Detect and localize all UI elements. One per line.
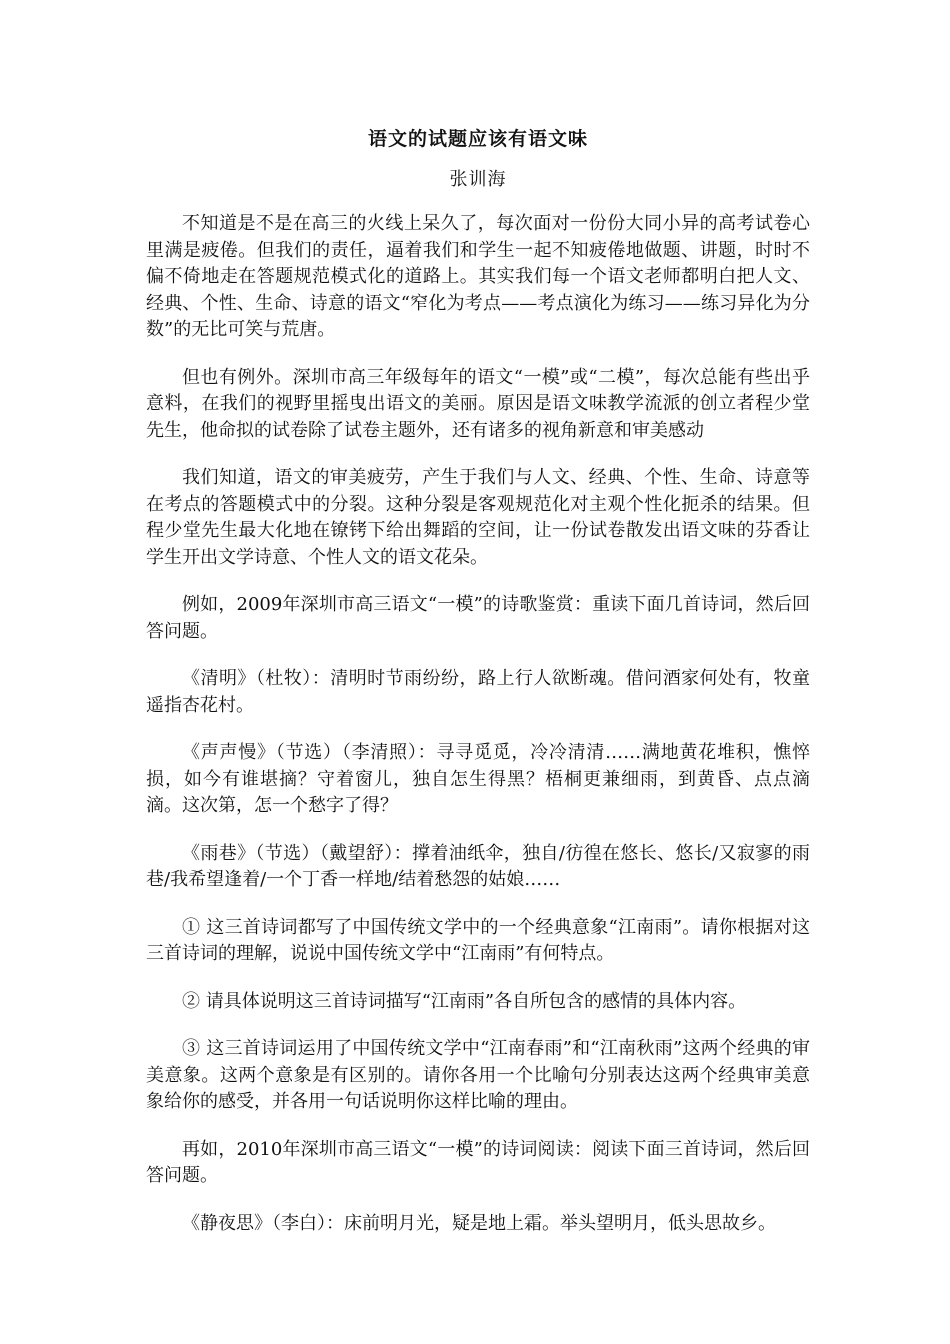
question-2: ② 请具体说明这三首诗词描写“江南雨”各自所包含的感情的具体内容。 (182, 990, 747, 1012)
poem-yuxiang: 《雨巷》（节选）（戴望舒）：撑着油纸伞，独自/彷徨在悠长、悠长/又寂寥的雨巷/我希望逢着/一个丁香一样地/结着愁怨的姑娘…… (146, 842, 810, 890)
document-body (146, 125, 810, 1258)
poem-jingyesi: 《静夜思》（李白）：床前明月光，疑是地上霜。举头望明月，低头思故乡。 (182, 1212, 776, 1234)
poem-qingming: 《清明》（杜牧）：清明时节雨纷纷，路上行人欲断魂。借问酒家何处有，牧童遥指杏花村。 (146, 668, 810, 716)
paragraph-exception: 但也有例外。深圳市高三年级每年的语文“一模”或“二模”，每次总能有些出乎意料，在我们的视野里摇曳出语文的美丽。原因是语文味教学流派的创立者程少堂先生，他命拟的试卷除了试卷主题外，还有诸多的视角新意和审美感动 (146, 366, 810, 441)
paragraph-aesthetic: 我们知道，语文的审美疲劳，产生于我们与人文、经典、个性、生命、诗意等在考点的答题模式中的分裂。这种分裂是客观规范化对主观个性化扼杀的结果。但程少堂先生最大化地在镣铐下给出舞蹈的空间，让一份试卷散发出语文味的芬香让学生开出文学诗意、个性人文的语文花朵。 (146, 467, 810, 568)
paragraph-intro: 不知道是不是在高三的火线上呆久了，每次面对一份份大同小异的高考试卷心里满是疲倦。但我们的责任，逼着我们和学生一起不知疲倦地做题、讲题，时时不偏不倚地走在答题规范模式化的道路上。其实我们每一个语文老师都明白把人文、经典、个性、生命、诗意的语文“窄化为考点——考点演化为练习——练习异化为分数”的无比可笑与荒唐。 (146, 213, 810, 340)
paragraph-example-2010: 再如，2010年深圳市高三语文“一模”的诗词阅读：阅读下面三首诗词，然后回答问题。 (146, 1138, 810, 1186)
document-author: 张训海 (449, 169, 507, 190)
poem-shengshengman: 《声声慢》（节选）（李清照）：寻寻觅觅，冷冷清清……满地黄花堆积，憔悴损，如今有谁堪摘？守着窗儿，独自怎生得黑？梧桐更兼细雨，到黄昏、点点滴滴。这次第，怎一个愁字了得？ (146, 742, 810, 816)
question-1: ① 这三首诗词都写了中国传统文学中的一个经典意象“江南雨”。请你根据对这三首诗词的理解，说说中国传统文学中“江南雨”有何特点。 (146, 916, 810, 964)
paragraph-example-2009: 例如，2009年深圳市高三语文“一模”的诗歌鉴赏：重读下面几首诗词，然后回答问题。 (146, 594, 810, 642)
question-3: ③ 这三首诗词运用了中国传统文学中“江南春雨”和“江南秋雨”这两个经典的审美意象。这两个意象是有区别的。请你各用一个比喻句分别表达这两个经典审美意象给你的感受，并各用一句话说明你这样比喻的理由。 (146, 1038, 810, 1112)
document-title: 语文的试题应该有语文味 (367, 128, 588, 150)
